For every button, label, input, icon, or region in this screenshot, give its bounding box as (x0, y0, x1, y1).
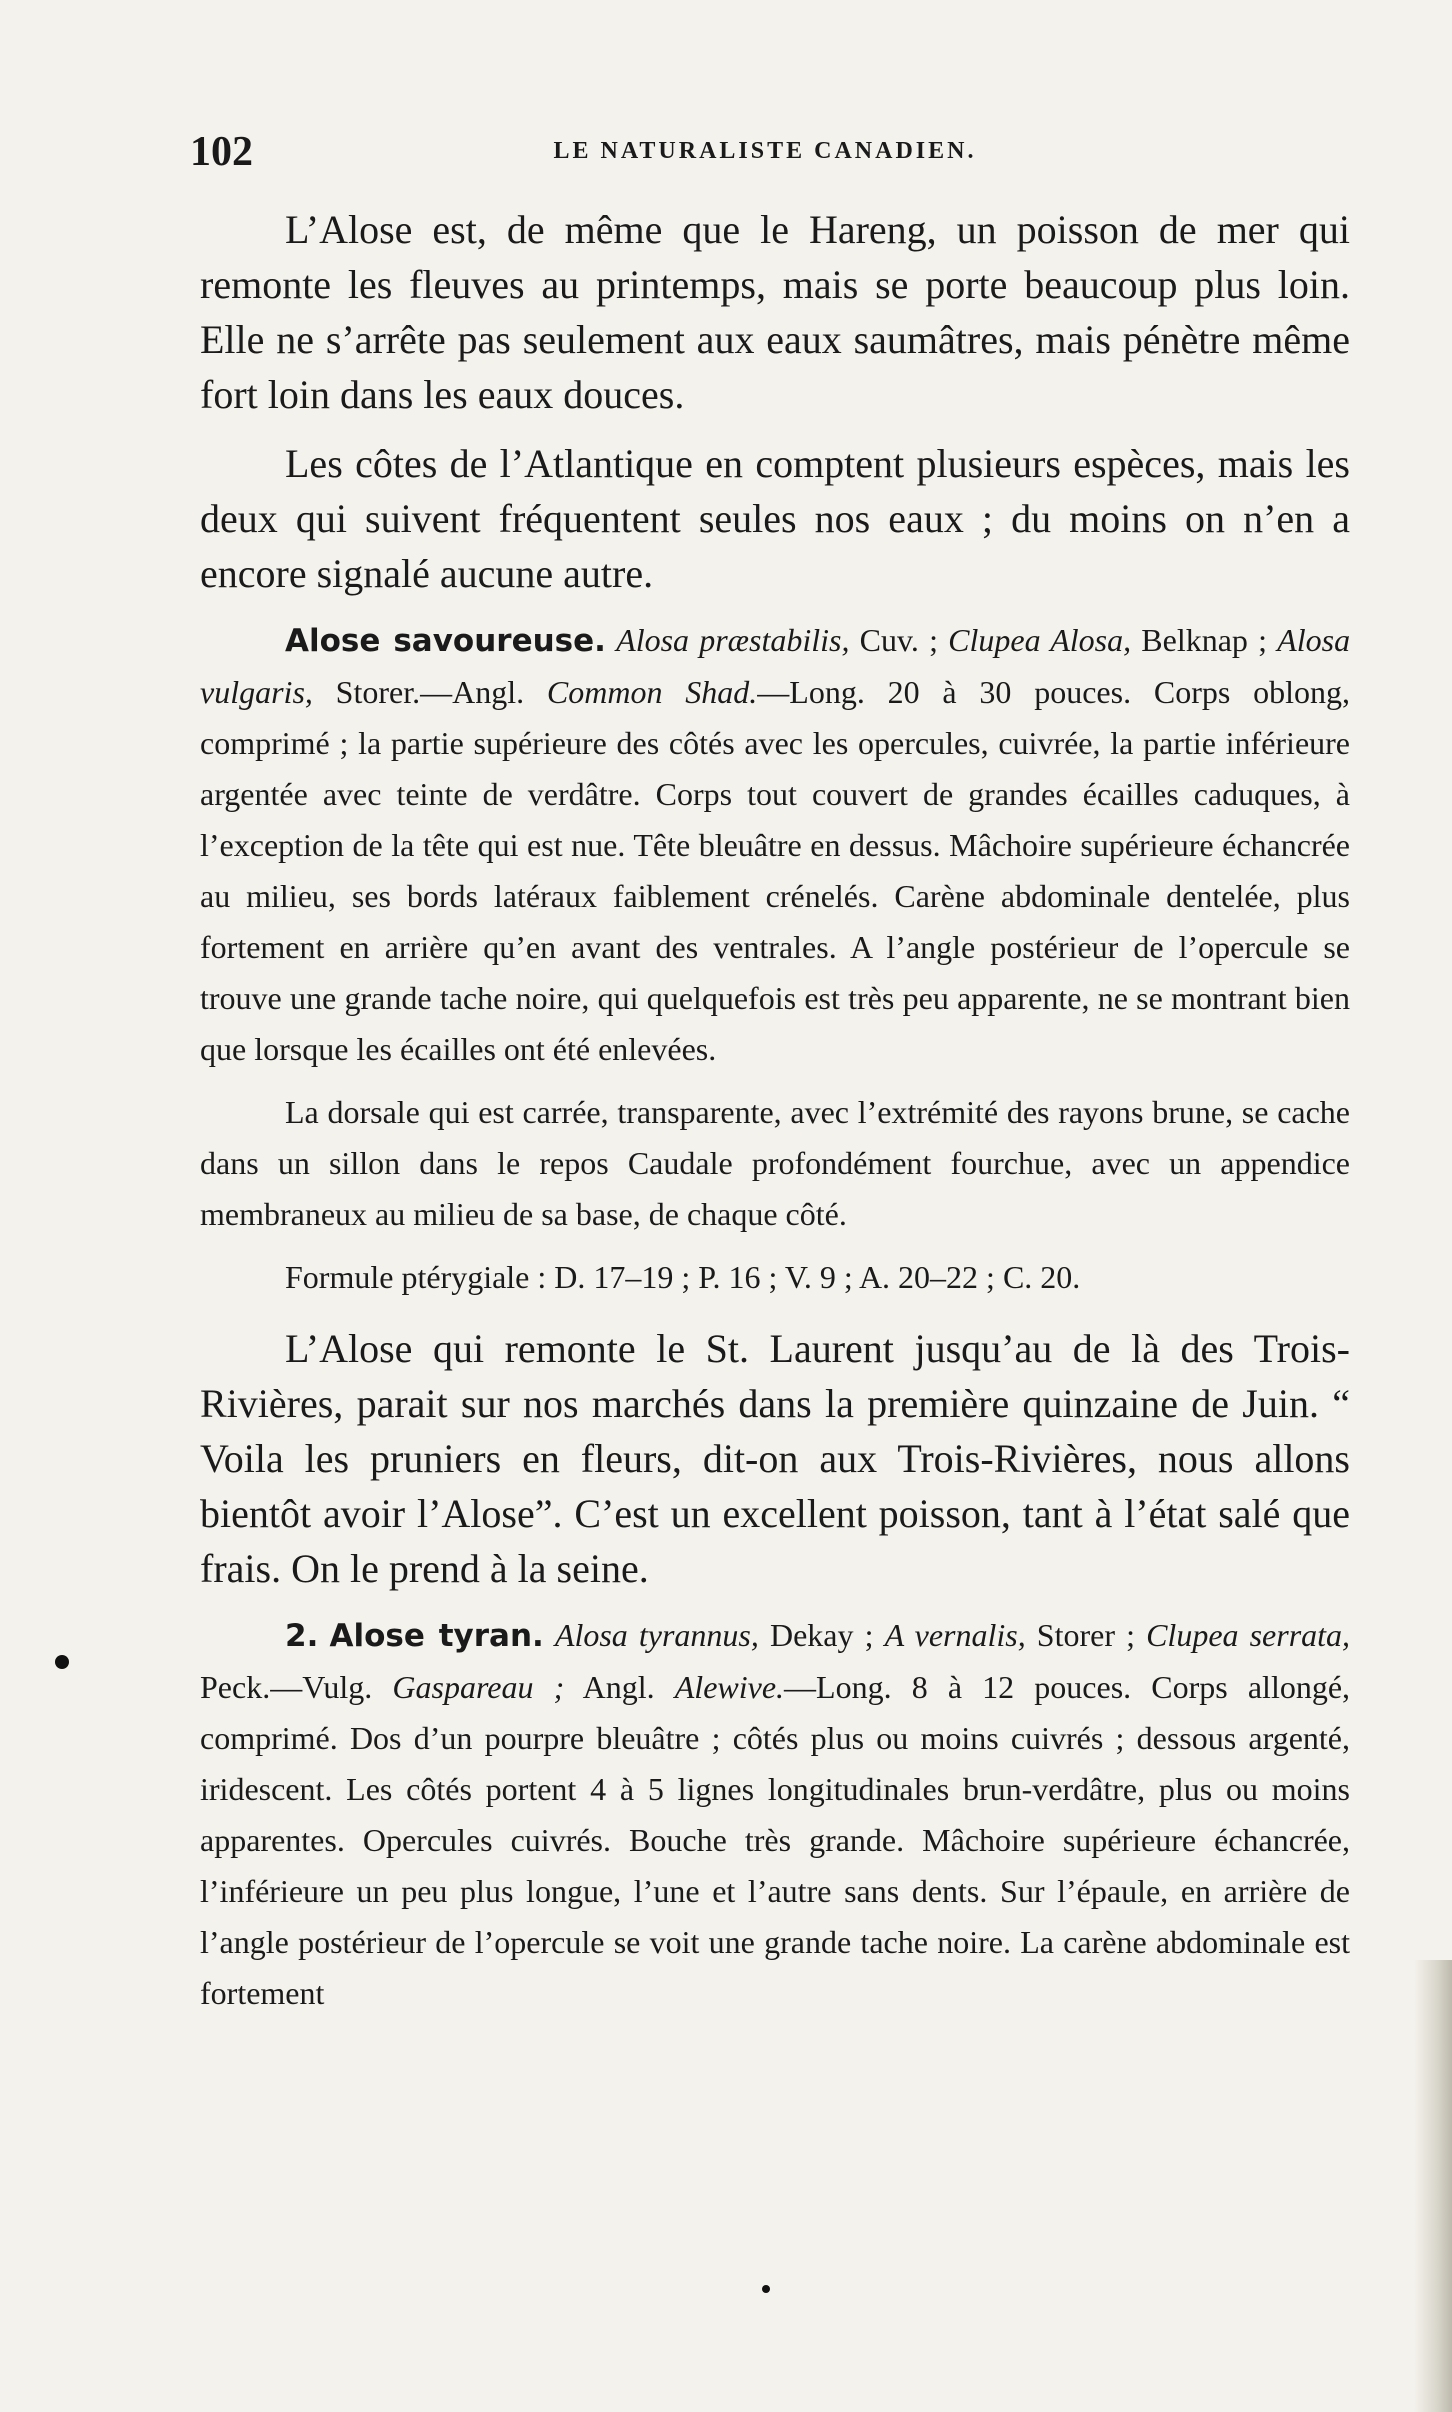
species-description: —Long. 8 à 12 pouces. Corps allongé, comprimé. Dos d’un pourpre bleuâtre ; côtés plus ou moins cuivrés ; dessous argenté, iridescent. Les côtés portent 4 à 5 lignes longitudinales brun-verdâtre, plus ou moins apparentes. Opercules cuivrés. Bouche très grande. Mâchoire supérieure échancrée, l’inférieure un peu plus longue, l’une et l’autre sans dents. Sur l’épaule, en arrière de l’angle postérieur de l’opercule se voit une grande tache noire. La carène abdominale est fortement (200, 1669, 1351, 2011)
author-text: Storer.—Angl. (312, 674, 547, 710)
vulgar-name: Gaspareau ; (392, 1669, 565, 1705)
ink-spot (762, 2285, 770, 2293)
scientific-name: Alosa tyrannus, (554, 1617, 759, 1653)
species-number: 2. (285, 1618, 319, 1654)
author-text: Dekay ; (758, 1617, 885, 1653)
fin-formula: Formule ptérygiale : D. 17–19 ; P. 16 ; V. 9 ; A. 20–22 ; C. 20. (285, 1259, 1081, 1295)
species-name: Alose tyran. (329, 1618, 544, 1654)
page-header (190, 128, 1340, 188)
scientific-name: Clupea serrata, (1146, 1617, 1351, 1653)
running-title: LE NATURALISTE CANADIEN. (553, 138, 977, 164)
ink-spot (55, 1655, 69, 1669)
author-text: Angl. (564, 1669, 675, 1705)
scientific-name: Alosa præstabilis, (616, 622, 850, 658)
author-text: Cuv. ; (849, 622, 949, 658)
paragraph-species-count: Les côtes de l’Atlantique en comptent plusieurs espèces, mais les deux qui suivent fréquentent seules nos eaux ; du moins on n’en a encore signalé aucune autre. (200, 441, 1350, 596)
author-text: Storer ; (1025, 1617, 1147, 1653)
page-edge-shadow (1414, 1960, 1452, 2412)
paragraph-dorsal: La dorsale qui est carrée, transparente, avec l’extrémité des rayons brune, se cache dans un sillon dans le repos Caudale profondément fourchue, avec un appendice membraneux au milieu de sa base, de chaque côté. (200, 1094, 1350, 1232)
species-entry-alose-savoureuse (200, 615, 1350, 1075)
paragraph-st-laurent: L’Alose qui remonte le St. Laurent jusqu’au de là des Trois-Rivières, parait sur nos marchés dans la première quinzaine de Juin. “ Voila les pruniers en fleurs, dit-on aux Trois-Rivières, nous allons bientôt avoir l’Alose”. C’est un excellent poisson, tant à l’état salé que frais. On le prend à la seine. (200, 1326, 1350, 1591)
english-name: Alewive. (674, 1669, 785, 1705)
scientific-name: Alosa vulgaris, (200, 622, 1351, 710)
paragraph-intro: L’Alose est, de même que le Hareng, un poisson de mer qui remonte les fleuves au printemps, mais se porte beaucoup plus loin. Elle ne s’arrête pas seulement aux eaux saumâtres, mais pénètre même fort loin dans les eaux douces. (200, 207, 1350, 417)
author-text: Peck.—Vulg. (200, 1669, 393, 1705)
body-text (200, 202, 1350, 2031)
species-name: Alose savoureuse. (285, 623, 606, 659)
species-description: —Long. 20 à 30 pouces. Corps oblong, comprimé ; la partie supérieure des côtés avec les opercules, cuivrée, la partie inférieure argentée avec teinte de verdâtre. Corps tout couvert de grandes écailles caduques, à l’exception de la tête qui est nue. Tête bleuâtre en dessus. Mâchoire supérieure échancrée au milieu, ses bords latéraux faiblement crénelés. Carène abdominale dentelée, plus fortement en arrière qu’en avant des ventrales. A l’angle postérieur de l’opercule se trouve une grande tache noire, qui quelquefois est très peu apparente, ne se montrant bien que lorsque les écailles ont été enlevées. (200, 674, 1351, 1067)
page-number: 102 (190, 129, 253, 175)
scientific-name: Clupea Alosa, (948, 622, 1132, 658)
species-entry-alose-tyran (200, 1610, 1350, 2019)
scientific-name: A vernalis, (884, 1617, 1026, 1653)
author-text: Belknap ; (1131, 622, 1278, 658)
english-name: Common Shad. (546, 674, 758, 710)
